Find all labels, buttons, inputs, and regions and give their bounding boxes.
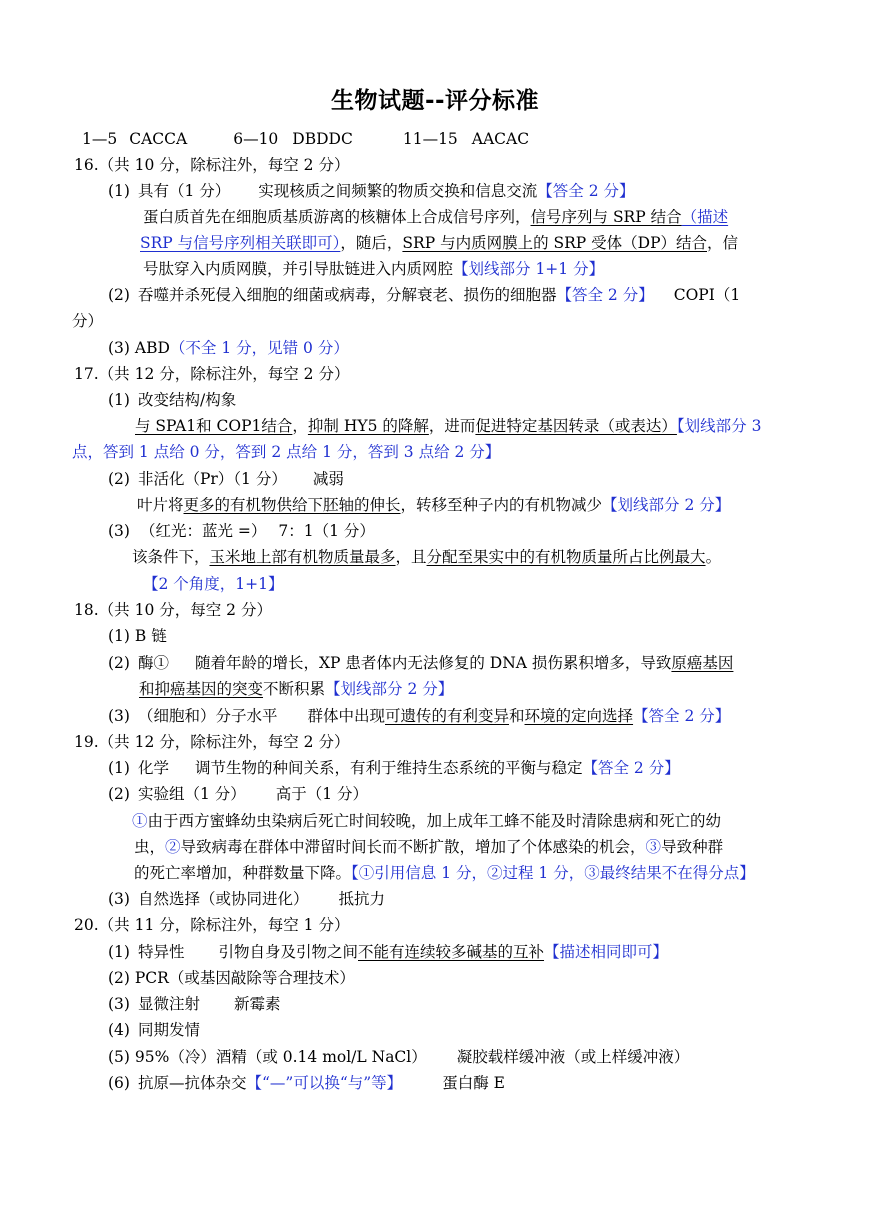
q20-part4	[108, 1018, 200, 1042]
scoring-note: 【答全 2 分】	[582, 759, 680, 777]
answer-text: ，	[292, 417, 308, 435]
part-label: (2)	[108, 654, 130, 672]
answer-text: 引物自身及引物之间	[218, 943, 358, 961]
q17-part3-line2	[132, 545, 721, 569]
answer-text: 自然选择（或协同进化）	[137, 890, 309, 908]
answer-text: ，随后，	[340, 234, 403, 252]
answer-text: ，信	[707, 234, 739, 252]
part-label: (1)	[108, 943, 130, 961]
answer-text: 随着年龄的增长，XP 患者体内无法修复的 DNA 损伤累积增多，导致	[194, 654, 672, 672]
answer-text: 该条件下，	[132, 548, 210, 566]
part-label: (3)	[108, 522, 130, 540]
q20-part2: (2) PCR（或基因敲除等合理技术）	[108, 969, 355, 987]
underlined-key-point: 更多的有机物供给下胚轴的伸长	[183, 496, 401, 514]
answer-text: 抵抗力	[338, 890, 385, 908]
q18-part2-line2	[139, 677, 453, 701]
part-label: (3)	[108, 707, 130, 725]
answer-text: 叶片将	[137, 496, 184, 514]
answer-text: 改变结构/构象	[137, 391, 237, 409]
scoring-note: 【①引用信息 1 分，②过程 1 分，③最终结果不在得分点】	[351, 864, 755, 882]
answer-text: 导致病毒在群体中滞留时间长而不断扩散，增加了个体感染的机会，	[180, 838, 646, 856]
q19-part2-line4	[134, 861, 755, 885]
mc-answer-3: AACAC	[471, 130, 530, 148]
scoring-note: 【描述相同即可】	[544, 943, 669, 961]
answer-text: 实现核质之间频繁的物质交换和信息交流	[258, 182, 538, 200]
q18-part2	[108, 651, 733, 675]
answer-text: 吞噬并杀死侵入细胞的细菌或病毒，分解衰老、损伤的细胞器	[137, 286, 557, 304]
mc-answer-1: CACCA	[129, 130, 188, 148]
scoring-note: （描述	[681, 208, 729, 226]
part-label: (1)	[108, 391, 130, 409]
answer-text: 具有（1 分）	[137, 182, 231, 200]
answer-text: 群体中出现	[307, 707, 385, 725]
q19-part3	[108, 887, 385, 911]
answer-text: 实验组（1 分）	[137, 785, 246, 803]
underlined-key-point: 分配至果实中的有机物质量所占比例最大	[426, 548, 706, 566]
q17-part1-line2	[135, 414, 761, 438]
underlined-key-point: 和抑癌基因的突变	[139, 680, 264, 698]
part-label: (2)	[108, 470, 130, 488]
answer-text: 号肽穿入内质网膜，并引导肽链进入内质网腔	[143, 260, 454, 278]
answer-text: 特异性	[137, 943, 185, 961]
q19-part2	[108, 782, 368, 806]
answer-text: 化学	[137, 759, 169, 777]
q20-part6	[108, 1071, 505, 1095]
q18-part3	[108, 704, 730, 728]
q16-part1	[108, 179, 635, 203]
scoring-note: 【答全 2 分】	[537, 182, 635, 200]
scoring-note: SRP 与信号序列相关联即可）	[140, 234, 341, 252]
answer-text: (3) ABD	[108, 339, 170, 357]
mc-range-2: 6—10	[233, 130, 279, 148]
scoring-note: （不全 1 分，见错 0 分）	[169, 339, 349, 357]
q19-part2-line2	[132, 809, 721, 833]
part-label: (6)	[108, 1074, 130, 1092]
answer-text: 蛋白质首先在细胞质基质游离的核糖体上合成信号序列，	[143, 208, 531, 226]
underlined-key-point: 促进特定基因转录（或表达）	[475, 417, 677, 435]
answer-text: 显微注射	[137, 995, 200, 1013]
answer-text: 新霉素	[233, 995, 281, 1013]
scoring-note: 【划线部分 1+1 分】	[453, 260, 605, 278]
answer-text: ，进而	[428, 417, 476, 435]
part-label: (4)	[108, 1021, 130, 1039]
answer-text: 导致种群	[661, 838, 724, 856]
answer-text: COPI（1	[673, 286, 741, 304]
answer-text: 高于（1 分）	[275, 785, 369, 803]
answer-text: 和	[509, 707, 525, 725]
q16-part1-line2	[143, 205, 728, 229]
answer-text: 凝胶载样缓冲液（或上样缓冲液）	[456, 1048, 690, 1066]
q19-part2-line3	[134, 835, 723, 859]
mc-range-3: 11—15	[402, 130, 458, 148]
q17-heading: 17.（共 12 分，除标注外，每空 2 分）	[74, 365, 350, 383]
q16-heading: 16.（共 10 分，除标注外，每空 2 分）	[74, 156, 350, 174]
q18-part1: (1) B 链	[108, 627, 167, 645]
point-marker-2: ②	[165, 838, 181, 856]
answer-text: 不断积累	[263, 680, 326, 698]
q20-part5	[108, 1045, 689, 1069]
answer-text: 7：1（1 分）	[278, 522, 375, 540]
point-marker-1: ①	[132, 812, 148, 830]
mc-range-1: 1—5	[82, 130, 118, 148]
answer-text: 抗原—抗体杂交	[137, 1074, 247, 1092]
scoring-note: 【划线部分 2 分】	[325, 680, 454, 698]
q19-heading: 19.（共 12 分，除标注外，每空 2 分）	[74, 733, 350, 751]
scoring-note: 点，答到 1 点给 0 分，答到 2 点给 1 分，答到 3 点给 2 分】	[72, 443, 501, 461]
answer-text: ，且	[395, 548, 427, 566]
answer-text: (5) 95%（冷）酒精（或 0.14 mol/L NaCl）	[108, 1048, 427, 1066]
underlined-key-point: 信号序列与 SRP 结合	[530, 208, 682, 226]
scoring-note: 【“—”可以换“与”等】	[246, 1074, 403, 1092]
q17-part2	[108, 467, 344, 491]
mc-answers	[82, 127, 529, 151]
answer-text: 。	[705, 548, 722, 566]
underlined-key-point: 抑制 HY5 的降解	[307, 417, 429, 435]
q17-part3	[108, 519, 375, 543]
q16-part3	[108, 336, 349, 360]
q20-part3	[108, 992, 281, 1016]
scoring-note: 【划线部分 2 分】	[602, 496, 731, 514]
q17-part2-line2	[137, 493, 730, 517]
answer-text: 减弱	[312, 470, 344, 488]
q17-part1	[108, 388, 236, 412]
underlined-key-point: 原癌基因	[671, 654, 734, 672]
q18-heading: 18.（共 10 分，每空 2 分）	[74, 601, 272, 619]
answer-text: 同期发情	[137, 1021, 200, 1039]
underlined-key-point: 玉米地上部有机物质量最多	[209, 548, 396, 566]
answer-text: 的死亡率增加，种群数量下降。	[134, 864, 352, 882]
underlined-key-point: 环境的定向选择	[524, 707, 634, 725]
answer-text: 酶①	[137, 654, 169, 672]
underlined-key-point: 与 SPA1和 COP1结合	[135, 417, 293, 435]
q20-part1	[108, 940, 668, 964]
mc-answer-2: DBDDC	[292, 130, 353, 148]
answer-text: （红光：蓝光 =）	[139, 522, 267, 540]
scoring-note: 【答全 2 分】	[633, 707, 731, 725]
q16-part1-line4	[143, 257, 604, 281]
page-title: 生物试题--评分标准	[330, 88, 540, 114]
part-label: (3)	[108, 995, 130, 1013]
q20-heading: 20.（共 11 分，除标注外，每空 1 分）	[74, 916, 350, 934]
underlined-key-point: 不能有连续较多碱基的互补	[358, 943, 545, 961]
q16-part2-line2: 分）	[72, 312, 104, 330]
q16-part1-line3	[140, 231, 738, 255]
part-label: (1)	[108, 182, 130, 200]
answer-text: 非活化（Pr）（1 分）	[137, 470, 287, 488]
q19-part1	[108, 756, 680, 780]
answer-text: 虫，	[134, 838, 166, 856]
q17-part3-line3	[143, 572, 284, 596]
underlined-key-point: SRP 与内质网膜上的 SRP 受体（DP）结合	[402, 234, 707, 252]
answer-text: ，转移至种子内的有机物减少	[400, 496, 603, 514]
scoring-note: 【划线部分 3	[676, 417, 762, 435]
part-label: (2)	[108, 785, 130, 803]
part-label: (2)	[108, 286, 130, 304]
point-marker-3: ③	[645, 838, 662, 856]
part-label: (1)	[108, 759, 130, 777]
answer-text: （细胞和）分子水平	[137, 707, 278, 725]
scoring-note: 【2 个角度，1+1】	[143, 575, 284, 593]
underlined-key-point: 可遗传的有利变异	[385, 707, 510, 725]
answer-text: 调节生物的种间关系，有利于维持生态系统的平衡与稳定	[194, 759, 583, 777]
q17-part1-line3	[72, 440, 500, 464]
q16-part2	[108, 283, 740, 307]
answer-text: 由于西方蜜蜂幼虫染病后死亡时间较晚，加上成年工蜂不能及时清除患病和死亡的幼	[147, 812, 722, 830]
scoring-note: 【答全 2 分】	[556, 286, 654, 304]
answer-text: 蛋白酶 E	[442, 1074, 505, 1092]
part-label: (3)	[108, 890, 130, 908]
